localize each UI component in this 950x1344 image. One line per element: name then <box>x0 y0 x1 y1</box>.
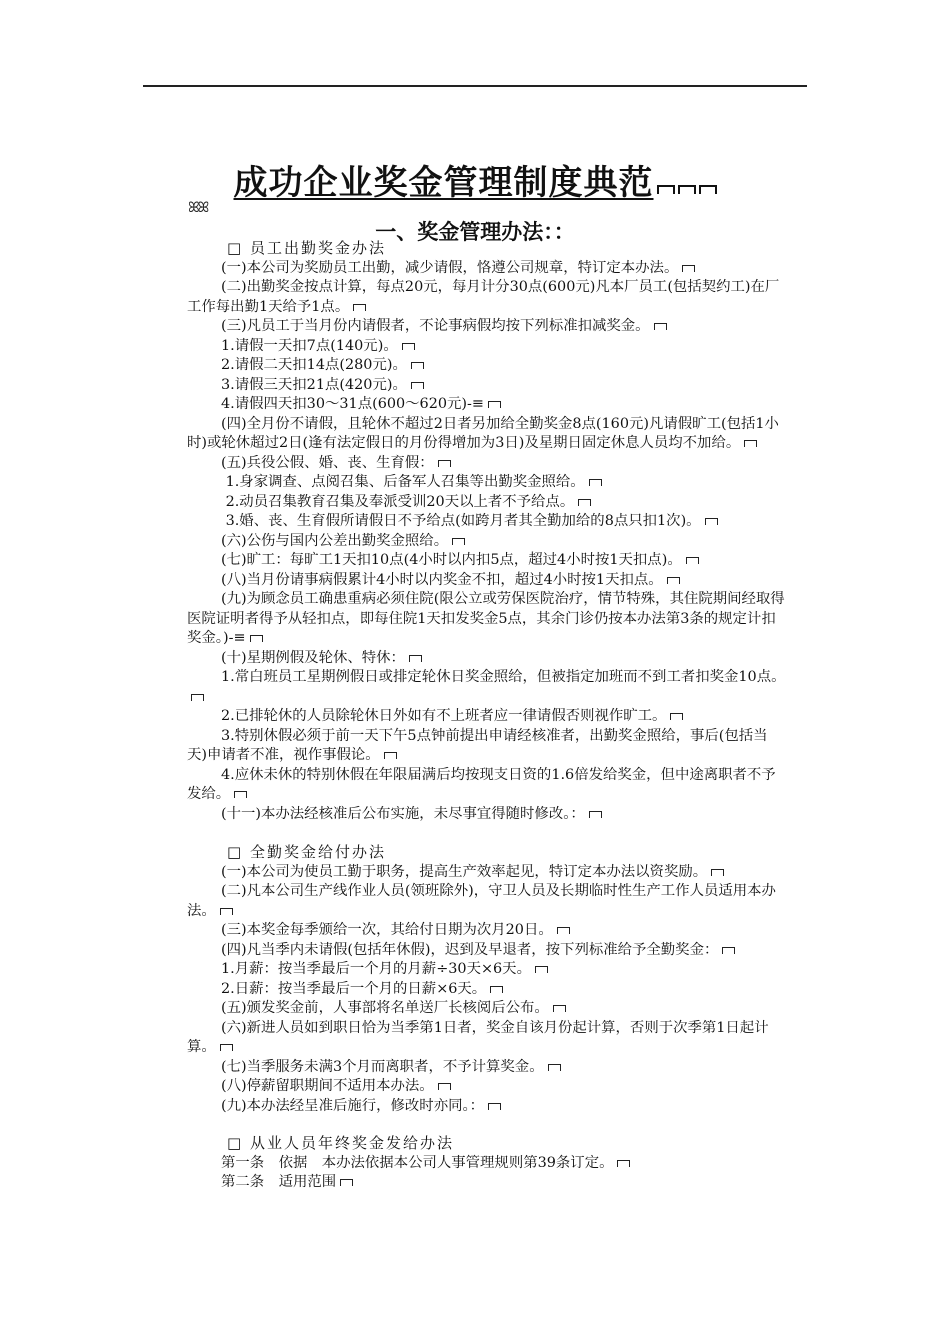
paragraph: (十一)本办法经核准后公布实施，未尽事宜得随时修改。： <box>187 805 787 825</box>
paragraph-mark-icon <box>411 362 424 369</box>
paragraph-mark-icon <box>678 185 696 194</box>
paragraph-mark-icon <box>250 635 263 642</box>
document-body <box>187 239 787 1193</box>
paragraph-mark-icon <box>654 323 667 330</box>
section-title: □ 员工出勤奖金办法 <box>227 239 386 257</box>
paragraph: 4.请假四天扣30～31点(600～620元)-≡ <box>187 395 787 415</box>
paragraph: (三)本奖金每季颁给一次，其给付日期为次月20日。 <box>187 921 787 941</box>
paragraph-mark-icon <box>711 869 724 876</box>
paragraph: (七)旷工：每旷工1天扣10点(4小时以内扣5点，超过4小时按1天扣点)。 <box>187 551 787 571</box>
spacer <box>187 1116 787 1134</box>
paragraph-mark-icon <box>657 185 675 194</box>
paragraph-mark-icon <box>353 304 366 311</box>
paragraph: (三)凡员工于当月份内请假者，不论事病假均按下列标准扣减奖金。 <box>187 317 787 337</box>
section-heading: 一、奖金管理办法：： <box>375 220 575 244</box>
paragraph-mark-icon <box>705 518 718 525</box>
paragraph: 2.请假二天扣14点(280元)。 <box>187 356 787 376</box>
paragraph-mark-icon <box>682 265 695 272</box>
paragraph: 4.应休未休的特别休假在年限届满后均按现支日资的1.6倍发给奖金，但中途离职者不予发给。 <box>187 766 776 802</box>
paragraph-mark-icon <box>340 1179 353 1186</box>
paragraph: 第二条 适用范围 <box>187 1173 787 1193</box>
paragraph: 1.常白班员工星期例假日或排定轮休日奖金照给，但被指定加班而不到工者扣奖金10点。 <box>187 668 787 707</box>
paragraph: 3.婚、丧、生育假所请假日不予给点(如跨月者其全勤加给的8点只扣1次)。 <box>187 512 787 532</box>
document-title-text: 成功企业奖金管理制度典范 <box>233 163 654 203</box>
paragraph: (九)为顾念员工确患重病必须住院(限公立或劳保医院治疗，情节特殊，其住院期间经取得医院证明者得予从轻扣点，即每住院1天扣发奖金5点，其余门诊仍按本办法第3条的规定计扣奖金。)-≡ <box>187 591 785 646</box>
paragraph-mark-icon <box>488 401 501 408</box>
paragraph-mark-icon <box>220 908 233 915</box>
paragraph: 1.月薪：按当季最后一个月的月薪÷30天×6天。 <box>187 960 787 980</box>
paragraph-mark-icon <box>589 479 602 486</box>
paragraph-mark-icon <box>234 791 247 798</box>
paragraph-mark-icon <box>686 557 699 564</box>
paragraph: (五)颁发奖金前，人事部将名单送厂长核阅后公布。 <box>187 999 787 1019</box>
paragraph-mark-icon <box>411 382 424 389</box>
paragraph: 3.请假三天扣21点(420元)。 <box>187 376 787 396</box>
paragraph: (七)当季服务未满3个月而离职者，不予计算奖金。 <box>187 1058 787 1078</box>
paragraph: 1.身家调查、点阅召集、后备军人召集等出勤奖金照给。 <box>187 473 787 493</box>
paragraph: (二)凡本公司生产线作业人员(领班除外)，守卫人员及长期临时性生产工作人员适用本办法。 <box>187 883 776 919</box>
paragraph-mark-icon <box>409 655 422 662</box>
paragraph: 1.请假一天扣7点(140元)。 <box>187 337 787 357</box>
paragraph-mark-icon <box>384 752 397 759</box>
section-title: □ 全勤奖金给付办法 <box>227 843 386 861</box>
paragraph-mark-icon <box>535 966 548 973</box>
paragraph-mark-icon <box>722 947 735 954</box>
paragraph: (二)出勤奖金按点计算，每点20元，每月计分30点(600元)凡本厂员工(包括契约工)在厂工作每出勤1天给予1点。 <box>187 279 780 315</box>
paragraph-mark-icon <box>402 343 415 350</box>
paragraph: (四)全月份不请假，且轮休不超过2日者另加给全勤奖金8点(160元)凡请假旷工(包括1小时)或轮休超过2日(逢有法定假日的月份得增加为3日)及星期日固定休息人员均不加给。 <box>187 415 779 451</box>
paragraph-mark-icon <box>490 986 503 993</box>
paragraph-mark-icon <box>191 694 204 701</box>
paragraph-mark-icon <box>553 1005 566 1012</box>
paragraph: (四)凡当季内未请假(包括年休假)，迟到及早退者，按下列标准给予全勤奖金： <box>187 941 787 961</box>
section-title: □ 从业人员年终奖金发给办法 <box>227 1134 454 1152</box>
paragraph: (八)停薪留职期间不适用本办法。 <box>187 1077 787 1097</box>
paragraph: (六)公伤与国内公差出勤奖金照给。 <box>187 532 787 552</box>
paragraph: (八)当月份请事病假累计4小时以内奖金不扣，超过4小时按1天扣点。 <box>187 571 787 591</box>
paragraph-mark-icon <box>578 499 591 506</box>
paragraph-mark-icon <box>452 538 465 545</box>
paragraph-mark-icon <box>670 713 683 720</box>
paragraph-mark-icon <box>548 1064 561 1071</box>
paragraph-mark-icon <box>557 927 570 934</box>
paragraph: (十)星期例假及轮休、特休： <box>187 649 787 669</box>
paragraph-mark-icon <box>617 1160 630 1167</box>
paragraph: 3.特别休假必须于前一天下午5点钟前提出申请经核准者，出勤奖金照给，事后(包括当天)申请者不准，视作事假论。 <box>187 727 768 763</box>
paragraph-mark-icon <box>667 577 680 584</box>
paragraph: (九)本办法经呈准后施行，修改时亦同。： <box>187 1097 787 1117</box>
ornament-icon: ꕤꕤ <box>188 200 208 216</box>
paragraph-mark-icon <box>488 1103 501 1110</box>
paragraph: 2.已排轮休的人员除轮休日外如有不上班者应一律请假否则视作旷工。 <box>187 707 787 727</box>
paragraph-mark-icon <box>220 1044 233 1051</box>
spacer <box>187 824 787 843</box>
paragraph: 2.日薪：按当季最后一个月的日薪×6天。 <box>187 980 787 1000</box>
paragraph-mark-icon <box>589 811 602 818</box>
paragraph: 2.动员召集教育召集及奉派受训20天以上者不予给点。 <box>187 493 787 513</box>
paragraph-mark-icon <box>438 460 451 467</box>
document-title <box>0 155 950 204</box>
paragraph-mark-icon <box>438 1083 451 1090</box>
paragraph: (一)本公司为奖励员工出勤，减少请假，恪遵公司规章，特订定本办法。 <box>187 259 787 279</box>
paragraph: (五)兵役公假、婚、丧、生育假： <box>187 454 787 474</box>
paragraph-mark-icon <box>744 440 757 447</box>
paragraph: (一)本公司为使员工勤于职务，提高生产效率起见，特订定本办法以资奖励。 <box>187 863 787 883</box>
paragraph: (六)新进人员如到职日恰为当季第1日者，奖金自该月份起计算，否则于次季第1日起计算。 <box>187 1019 769 1055</box>
header-rule <box>143 85 807 87</box>
paragraph-mark-icon <box>699 185 717 194</box>
paragraph: 第一条 依据 本办法依据本公司人事管理规则第39条订定。 <box>187 1154 787 1174</box>
